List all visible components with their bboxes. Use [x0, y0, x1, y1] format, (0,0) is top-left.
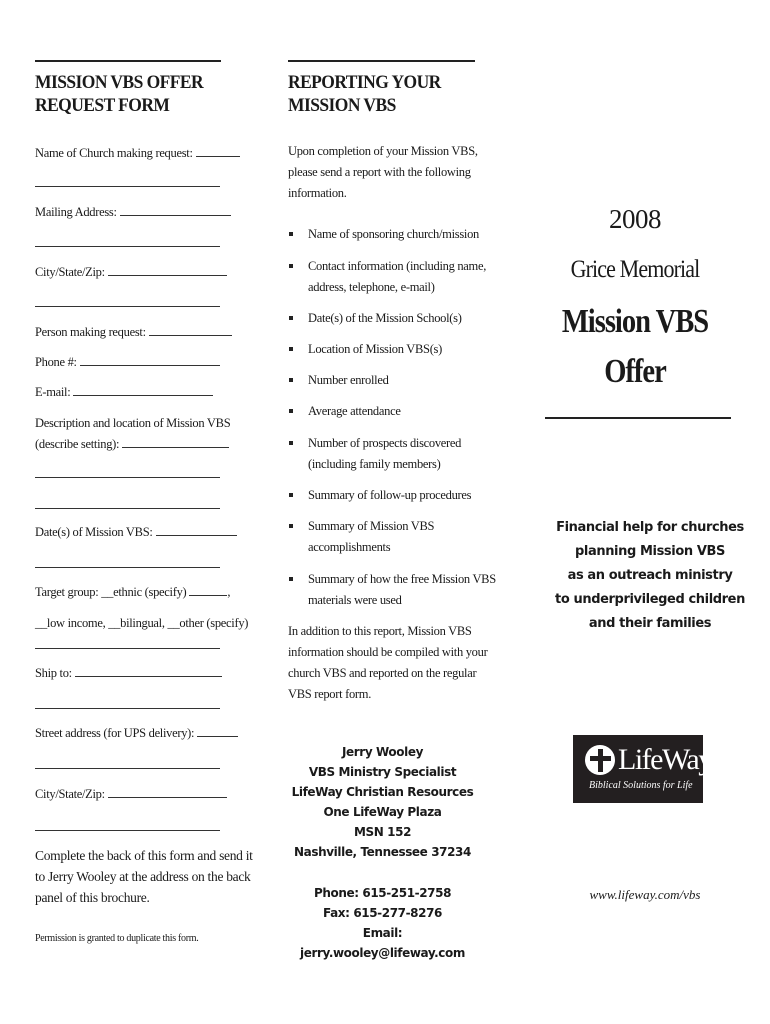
description-input-line-3[interactable]	[35, 508, 220, 509]
request-form-heading-line-1: MISSION VBS OFFER	[35, 72, 204, 93]
report-item	[289, 224, 479, 245]
reporting-heading-line-1: REPORTING YOUR	[288, 72, 441, 93]
street-field[interactable]	[35, 723, 238, 744]
contact-org: LifeWay Christian Resources	[291, 785, 474, 799]
contact-block	[285, 742, 480, 862]
intro-line-2: please send a report with the following	[288, 165, 471, 179]
bullet-square-icon	[289, 378, 293, 382]
closing-line-2: to Jerry Wooley at the address on the back	[35, 869, 251, 884]
target-label: Target group: __ethnic (specify)	[35, 585, 187, 599]
city2-label: City/State/Zip:	[35, 787, 105, 801]
report-item-text: address, telephone, e-mail)	[308, 280, 435, 294]
contact-phone: Phone: 615-251-2758	[313, 886, 452, 900]
target-field[interactable]	[35, 582, 230, 603]
church-label: Name of Church making request:	[35, 146, 193, 160]
intro-line-3: information.	[288, 186, 347, 200]
report-item-text: Average attendance	[308, 404, 401, 418]
bullet-square-icon	[289, 232, 293, 236]
person-label: Person making request:	[35, 325, 146, 339]
report-item	[289, 339, 442, 360]
report-item	[289, 485, 471, 506]
report-item	[289, 401, 401, 422]
request-form-heading	[35, 71, 203, 117]
closing-line-3: panel of this brochure.	[35, 890, 150, 905]
street-label: Street address (for UPS delivery):	[35, 726, 195, 740]
report-item-text: Summary of Mission VBS	[308, 519, 435, 533]
street-input-line[interactable]	[197, 724, 238, 737]
email-field[interactable]	[35, 382, 213, 403]
contact-name: Jerry Wooley	[341, 745, 423, 759]
report-item-text: Number of prospects discovered	[308, 436, 462, 450]
mailing-input-line[interactable]	[120, 203, 231, 216]
report-item-text: materials were used	[308, 593, 402, 607]
contact-email[interactable]: Email: jerry.wooley@lifeway.com	[300, 926, 465, 960]
city-input-line-2[interactable]	[35, 306, 220, 307]
mailing-label: Mailing Address:	[35, 205, 117, 219]
target-comma: ,	[227, 585, 231, 599]
phone-label: Phone #:	[35, 355, 77, 369]
report-item-text: Number enrolled	[308, 373, 389, 387]
church-input-line-2[interactable]	[35, 186, 220, 187]
tagline-line-3: as an outreach ministry	[567, 568, 733, 583]
tagline-line-4: to underprivileged children	[555, 592, 745, 607]
reporting-heading	[288, 71, 441, 117]
ship-input-line-2[interactable]	[35, 708, 220, 709]
city-input-line[interactable]	[108, 263, 227, 276]
mailing-input-line-2[interactable]	[35, 246, 220, 247]
middle-top-rule	[288, 60, 475, 62]
addition-line-2: information should be compiled with your	[288, 645, 488, 659]
reporting-heading-line-2: MISSION VBS	[288, 95, 396, 116]
report-item	[289, 569, 496, 611]
cover-church: Grice Memorial	[570, 256, 700, 283]
closing-line-1: Complete the back of this form and send it	[35, 848, 253, 863]
description-input-line-2[interactable]	[35, 477, 220, 478]
cover-title	[538, 297, 731, 397]
target-input-line[interactable]	[189, 583, 227, 596]
dates-input-line[interactable]	[156, 523, 237, 536]
permission-note: Permission is granted to duplicate this form.	[35, 933, 199, 944]
tagline-line-2: planning Mission VBS	[575, 544, 725, 559]
phone-field[interactable]	[35, 352, 220, 373]
bullet-square-icon	[289, 524, 293, 528]
cover-title-line-2: Offer	[604, 353, 666, 390]
bullet-square-icon	[289, 577, 293, 581]
report-item-text: Date(s) of the Mission School(s)	[308, 311, 462, 325]
contact-city: Nashville, Tennessee 37234	[294, 845, 471, 859]
bullet-square-icon	[289, 347, 293, 351]
reporting-addition	[288, 621, 487, 705]
reporting-intro	[288, 141, 478, 204]
bullet-square-icon	[289, 264, 293, 268]
report-item-text: Location of Mission VBS(s)	[308, 342, 442, 356]
report-item-text: Name of sponsoring church/mission	[308, 227, 479, 241]
person-field[interactable]	[35, 322, 232, 343]
closing-instructions	[35, 845, 253, 908]
addition-line-4: VBS report form.	[288, 687, 372, 701]
report-item-text: Summary of how the free Mission VBS	[308, 572, 496, 586]
logo-tagline: Biblical Solutions for Life	[589, 780, 693, 791]
addition-line-1: In addition to this report, Mission VBS	[288, 624, 472, 638]
city2-field[interactable]	[35, 784, 227, 805]
website-link[interactable]: www.lifeway.com/vbs	[589, 887, 701, 902]
cover-title-line-1: Mission VBS	[561, 303, 709, 340]
intro-line-1: Upon completion of your Mission VBS,	[288, 144, 478, 158]
phone-input-line[interactable]	[80, 353, 220, 366]
mailing-field[interactable]	[35, 202, 231, 223]
contact-title: VBS Ministry Specialist	[308, 765, 457, 779]
report-item	[289, 370, 389, 391]
tagline-line-5: and their families	[588, 616, 712, 631]
report-item	[289, 433, 461, 475]
bullet-square-icon	[289, 493, 293, 497]
ship-label: Ship to:	[35, 666, 72, 680]
cover-tagline	[555, 516, 745, 636]
logo-wordmark: LifeWay	[618, 743, 712, 776]
city-label: City/State/Zip:	[35, 265, 105, 279]
ship-input-line[interactable]	[75, 664, 222, 677]
cover-divider	[545, 417, 731, 419]
description-input-line[interactable]	[122, 435, 229, 448]
contact-fax: Fax: 615-277-8276	[323, 906, 442, 920]
contact-msn: MSN 152	[353, 825, 412, 839]
bullet-square-icon	[289, 441, 293, 445]
bullet-square-icon	[289, 316, 293, 320]
dates-label: Date(s) of Mission VBS:	[35, 525, 153, 539]
person-input-line[interactable]	[149, 323, 232, 336]
cover-year: 2008	[609, 204, 661, 234]
tagline-line-1: Financial help for churches	[556, 520, 744, 535]
report-item-text: accomplishments	[308, 540, 391, 554]
church-input-line[interactable]	[196, 144, 240, 157]
dates-input-line-2[interactable]	[35, 567, 220, 568]
email-input-line[interactable]	[73, 383, 213, 396]
bullet-square-icon	[289, 409, 293, 413]
report-item-text: Contact information (including name,	[308, 259, 487, 273]
description-label-1: Description and location of Mission VBS	[35, 416, 231, 430]
ship-field[interactable]	[35, 663, 222, 684]
report-item	[289, 308, 462, 329]
email-label: E-mail:	[35, 385, 71, 399]
church-field[interactable]	[35, 143, 240, 164]
contact-numbers	[285, 883, 480, 963]
request-form-heading-line-2: REQUEST FORM	[35, 95, 170, 116]
left-top-rule	[35, 60, 221, 62]
lifeway-logo	[573, 735, 712, 803]
report-item-text: Summary of follow-up procedures	[308, 488, 472, 502]
addition-line-3: church VBS and reported on the regular	[288, 666, 477, 680]
report-item	[289, 256, 486, 298]
report-item-text: (including family members)	[308, 457, 441, 471]
city2-input-line-2[interactable]	[35, 830, 220, 831]
street-input-line-2[interactable]	[35, 768, 220, 769]
dates-field[interactable]	[35, 522, 237, 543]
target-line-2: __low income, __bilingual, __other (specify)	[35, 616, 249, 630]
description-field[interactable]	[35, 413, 230, 455]
report-item	[289, 516, 434, 558]
description-label-2: (describe setting):	[35, 437, 120, 451]
city2-input-line[interactable]	[108, 785, 227, 798]
target-input-line-2[interactable]	[35, 648, 220, 649]
city-field[interactable]	[35, 262, 227, 283]
contact-street: One LifeWay Plaza	[323, 805, 442, 819]
